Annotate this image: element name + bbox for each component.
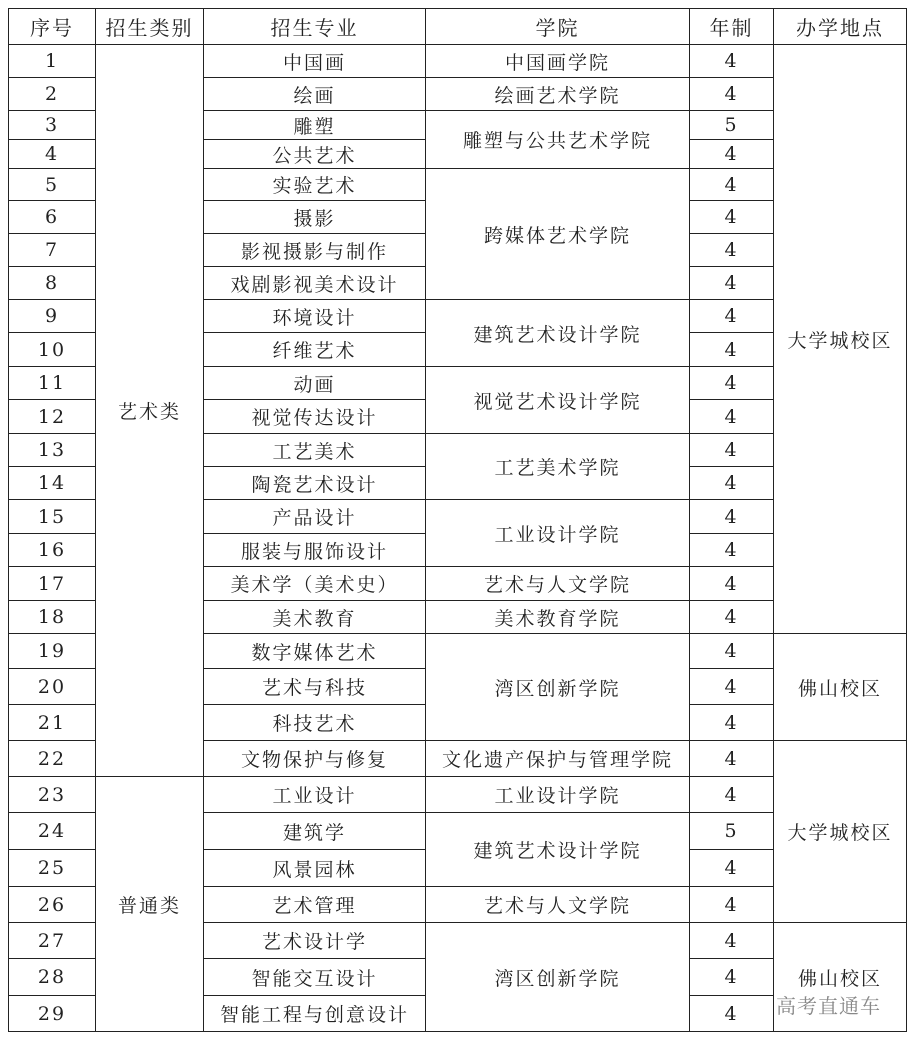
major-cell: 工艺美术 bbox=[204, 434, 426, 467]
years-cell: 4 bbox=[690, 567, 774, 601]
row-number: 19 bbox=[9, 634, 96, 669]
major-cell: 摄影 bbox=[204, 201, 426, 234]
years-cell: 4 bbox=[690, 333, 774, 367]
college-cell: 绘画艺术学院 bbox=[426, 78, 690, 111]
years-cell: 4 bbox=[690, 367, 774, 400]
major-cell: 雕塑 bbox=[204, 111, 426, 140]
row-number: 26 bbox=[9, 887, 96, 923]
college-cell: 建筑艺术设计学院 bbox=[426, 300, 690, 367]
years-cell: 4 bbox=[690, 400, 774, 434]
years-cell: 4 bbox=[690, 234, 774, 267]
college-cell: 艺术与人文学院 bbox=[426, 567, 690, 601]
row-number: 4 bbox=[9, 140, 96, 169]
location-cell: 佛山校区 bbox=[774, 634, 907, 741]
college-cell: 雕塑与公共艺术学院 bbox=[426, 111, 690, 169]
table-body bbox=[9, 45, 907, 1032]
years-cell: 4 bbox=[690, 741, 774, 777]
years-cell: 4 bbox=[690, 923, 774, 959]
years-cell: 5 bbox=[690, 111, 774, 140]
major-cell: 艺术设计学 bbox=[204, 923, 426, 959]
row-number: 3 bbox=[9, 111, 96, 140]
header-location: 办学地点 bbox=[774, 9, 907, 45]
college-cell: 建筑艺术设计学院 bbox=[426, 813, 690, 887]
row-number: 24 bbox=[9, 813, 96, 850]
college-cell: 工业设计学院 bbox=[426, 500, 690, 567]
major-cell: 视觉传达设计 bbox=[204, 400, 426, 434]
location-cell: 大学城校区 bbox=[774, 741, 907, 923]
major-cell: 纤维艺术 bbox=[204, 333, 426, 367]
college-cell: 工业设计学院 bbox=[426, 777, 690, 813]
years-cell: 4 bbox=[690, 850, 774, 887]
major-cell: 科技艺术 bbox=[204, 705, 426, 741]
major-cell: 艺术与科技 bbox=[204, 669, 426, 705]
years-cell: 4 bbox=[690, 78, 774, 111]
header-no: 序号 bbox=[9, 9, 96, 45]
major-cell: 美术学（美术史） bbox=[204, 567, 426, 601]
years-cell: 4 bbox=[690, 705, 774, 741]
row-number: 27 bbox=[9, 923, 96, 959]
major-cell: 文物保护与修复 bbox=[204, 741, 426, 777]
major-cell: 产品设计 bbox=[204, 500, 426, 534]
header-college: 学院 bbox=[426, 9, 690, 45]
row-number: 22 bbox=[9, 741, 96, 777]
row-number: 11 bbox=[9, 367, 96, 400]
years-cell: 4 bbox=[690, 669, 774, 705]
row-number: 2 bbox=[9, 78, 96, 111]
years-cell: 4 bbox=[690, 887, 774, 923]
row-number: 20 bbox=[9, 669, 96, 705]
college-cell: 湾区创新学院 bbox=[426, 634, 690, 741]
major-cell: 数字媒体艺术 bbox=[204, 634, 426, 669]
major-cell: 工业设计 bbox=[204, 777, 426, 813]
years-cell: 4 bbox=[690, 601, 774, 634]
header-major: 招生专业 bbox=[204, 9, 426, 45]
college-cell: 中国画学院 bbox=[426, 45, 690, 78]
major-cell: 中国画 bbox=[204, 45, 426, 78]
college-cell: 工艺美术学院 bbox=[426, 434, 690, 500]
major-cell: 美术教育 bbox=[204, 601, 426, 634]
major-cell: 影视摄影与制作 bbox=[204, 234, 426, 267]
years-cell: 4 bbox=[690, 777, 774, 813]
college-cell: 跨媒体艺术学院 bbox=[426, 169, 690, 300]
row-number: 14 bbox=[9, 467, 96, 500]
years-cell: 4 bbox=[690, 959, 774, 996]
major-cell: 陶瓷艺术设计 bbox=[204, 467, 426, 500]
major-cell: 智能交互设计 bbox=[204, 959, 426, 996]
years-cell: 4 bbox=[690, 201, 774, 234]
major-cell: 环境设计 bbox=[204, 300, 426, 333]
row-number: 9 bbox=[9, 300, 96, 333]
college-cell: 湾区创新学院 bbox=[426, 923, 690, 1032]
category-cell: 艺术类 bbox=[96, 45, 204, 777]
row-number: 29 bbox=[9, 996, 96, 1032]
watermark: 高考直通车 bbox=[776, 994, 881, 1018]
major-cell: 绘画 bbox=[204, 78, 426, 111]
years-cell: 5 bbox=[690, 813, 774, 850]
row-number: 6 bbox=[9, 201, 96, 234]
location-cell: 大学城校区 bbox=[774, 45, 907, 634]
major-cell: 风景园林 bbox=[204, 850, 426, 887]
years-cell: 4 bbox=[690, 467, 774, 500]
table-row bbox=[9, 777, 907, 813]
years-cell: 4 bbox=[690, 534, 774, 567]
years-cell: 4 bbox=[690, 140, 774, 169]
years-cell: 4 bbox=[690, 300, 774, 333]
major-cell: 服装与服饰设计 bbox=[204, 534, 426, 567]
admissions-table bbox=[8, 8, 907, 1032]
years-cell: 4 bbox=[690, 634, 774, 669]
major-cell: 实验艺术 bbox=[204, 169, 426, 201]
row-number: 28 bbox=[9, 959, 96, 996]
years-cell: 4 bbox=[690, 169, 774, 201]
category-cell: 普通类 bbox=[96, 777, 204, 1032]
years-cell: 4 bbox=[690, 996, 774, 1032]
location-cell: 佛山校区 bbox=[774, 923, 907, 1032]
header-category: 招生类别 bbox=[96, 9, 204, 45]
row-number: 13 bbox=[9, 434, 96, 467]
major-cell: 公共艺术 bbox=[204, 140, 426, 169]
row-number: 25 bbox=[9, 850, 96, 887]
header-years: 年制 bbox=[690, 9, 774, 45]
years-cell: 4 bbox=[690, 500, 774, 534]
major-cell: 艺术管理 bbox=[204, 887, 426, 923]
major-cell: 动画 bbox=[204, 367, 426, 400]
row-number: 17 bbox=[9, 567, 96, 601]
row-number: 15 bbox=[9, 500, 96, 534]
row-number: 8 bbox=[9, 267, 96, 300]
major-cell: 智能工程与创意设计 bbox=[204, 996, 426, 1032]
row-number: 16 bbox=[9, 534, 96, 567]
header-row bbox=[9, 9, 907, 45]
row-number: 1 bbox=[9, 45, 96, 78]
college-cell: 艺术与人文学院 bbox=[426, 887, 690, 923]
row-number: 12 bbox=[9, 400, 96, 434]
college-cell: 文化遗产保护与管理学院 bbox=[426, 741, 690, 777]
row-number: 5 bbox=[9, 169, 96, 201]
major-cell: 建筑学 bbox=[204, 813, 426, 850]
years-cell: 4 bbox=[690, 267, 774, 300]
row-number: 23 bbox=[9, 777, 96, 813]
major-cell: 戏剧影视美术设计 bbox=[204, 267, 426, 300]
years-cell: 4 bbox=[690, 45, 774, 78]
row-number: 18 bbox=[9, 601, 96, 634]
row-number: 7 bbox=[9, 234, 96, 267]
years-cell: 4 bbox=[690, 434, 774, 467]
table-row bbox=[9, 45, 907, 78]
college-cell: 美术教育学院 bbox=[426, 601, 690, 634]
college-cell: 视觉艺术设计学院 bbox=[426, 367, 690, 434]
row-number: 21 bbox=[9, 705, 96, 741]
row-number: 10 bbox=[9, 333, 96, 367]
